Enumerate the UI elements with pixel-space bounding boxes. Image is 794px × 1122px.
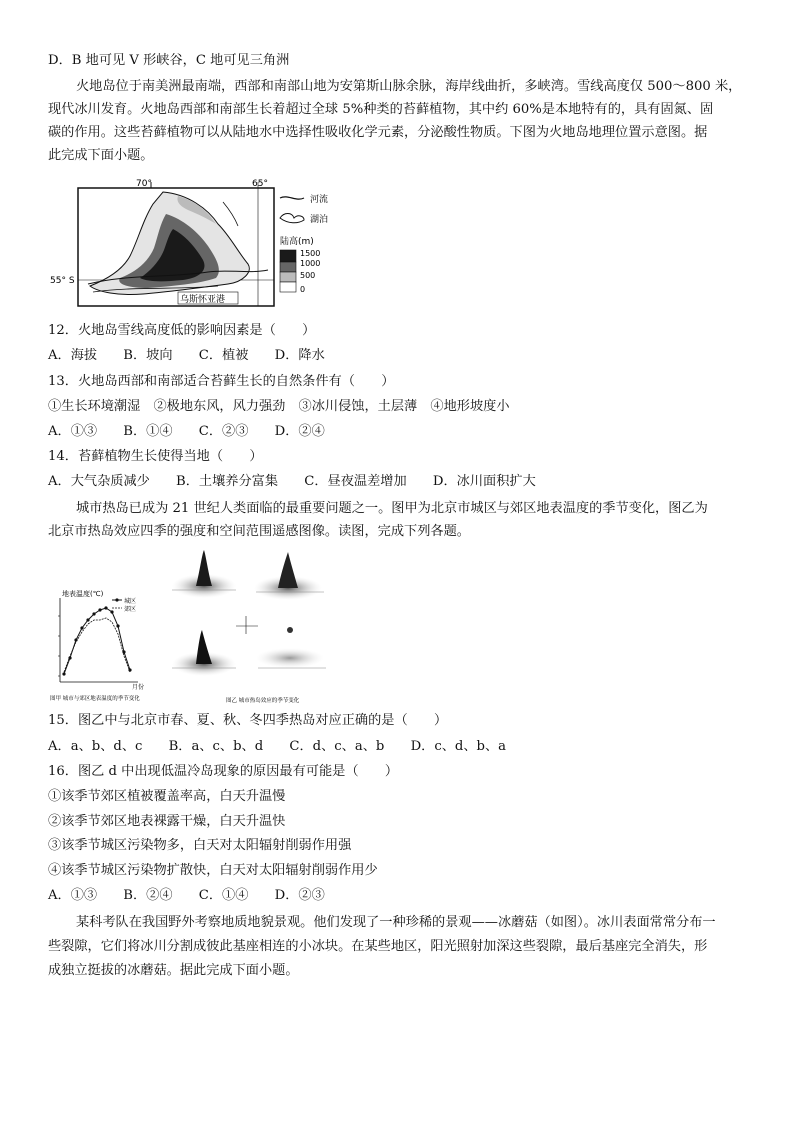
fig-jia-xlabel: 月份 [132, 684, 145, 691]
q11-option-d: D．B 地可见 V 形峡谷，C 地可见三角洲 [48, 53, 290, 68]
q16-option-b[interactable]: B．②④ [123, 888, 173, 903]
lon-label-65: 65° [252, 179, 268, 189]
q14-option-b[interactable]: B．土壤养分富集 [176, 474, 279, 489]
intro2-line-2: 北京市热岛效应四季的强度和空间范围遥感图像。读图，完成下列各题。 [48, 524, 470, 539]
q13-option-d[interactable]: D．②④ [274, 424, 325, 439]
q13-option-b[interactable]: B．①④ [123, 424, 173, 439]
q13-option-c[interactable]: C．②③ [198, 424, 249, 439]
intro1-line-4: 此完成下面小题。 [48, 148, 154, 163]
legend-elev-1500: 1500 [300, 249, 321, 258]
q13-option-a[interactable]: A．①③ [48, 424, 98, 439]
legend-elev-500: 500 [300, 271, 316, 280]
intro2-line-1: 城市热岛已成为 21 世纪人类面临的最重要问题之一。图甲为北京市城区与郊区地表温度的季节变化，图乙为 [76, 501, 708, 516]
q16-item-2: ②该季节郊区地表裸露干燥，白天升温快 [48, 814, 286, 829]
tierra-del-fuego-map [48, 174, 348, 314]
q15-options [48, 738, 528, 756]
q14-option-d[interactable]: D．冰川面积扩大 [432, 474, 536, 489]
q14-option-a[interactable]: A．大气杂质减少 [48, 474, 150, 489]
intro1-line-2: 现代冰川发育。火地岛西部和南部生长着超过全球 5%种类的苔藓植物，其中约 60%是本地特有的，具有固氮、固 [48, 102, 714, 117]
q13-stem: 13．火地岛西部和南部适合苔藓生长的自然条件有（ ） [48, 374, 395, 389]
river-legend-icon [280, 197, 304, 199]
q14-stem: 14．苔藓植物生长使得当地（ ） [48, 449, 263, 464]
q13-items: ①生长环境潮湿 ②极地东风，风力强劲 ③冰川侵蚀，土层薄 ④地形坡度小 [48, 399, 510, 414]
intro1-line-3: 碳的作用。这些苔藓植物可以从陆地水中选择性吸收化学元素，分泌酸性物质。下图为火地岛地理位置示意图。据 [48, 125, 708, 140]
q13-options [48, 423, 347, 441]
intro3-line-3: 成独立挺拔的冰蘑菇。据此完成下面小题。 [48, 963, 299, 978]
q16-option-a[interactable]: A．①③ [48, 888, 98, 903]
intro3-line-2: 些裂隙，它们将冰川分割成彼此基座相连的小冰块。在某些地区，阳光照射加深这些裂隙，最后基座完全消失，形 [48, 939, 708, 954]
legend-elev-0: 0 [300, 285, 306, 294]
fig-jia-legend-urban: 城区 [124, 598, 137, 605]
q15-option-d[interactable]: D．c、d、b、a [410, 739, 507, 754]
legend-lake: 湖泊 [310, 215, 329, 225]
lat-label: 55° S [50, 276, 75, 286]
q16-stem: 16．图乙 d 中出现低温冷岛现象的原因最有可能是（ ） [48, 764, 399, 779]
q12-option-d[interactable]: D．降水 [274, 348, 325, 363]
lake-legend-icon [280, 214, 304, 223]
q16-item-4: ④该季节城区污染物扩散快，白天对太阳辐射削弱作用少 [48, 863, 378, 878]
lon-label-70: 70° [136, 179, 152, 189]
q12-options [48, 347, 347, 365]
intro3-line-1: 某科考队在我国野外考察地质地貌景观。他们发现了一种珍稀的景观——冰蘑菇（如图）。冰川表面常常分布一 [76, 915, 716, 930]
fig-yi-caption: 图乙 城市热岛效应的季节变化 [226, 698, 300, 704]
legend-elev-1000: 1000 [300, 259, 321, 268]
q16-item-3: ③该季节城区污染物多，白天对太阳辐射削弱作用强 [48, 838, 352, 853]
q15-option-c[interactable]: C．d、c、a、b [289, 739, 385, 754]
q12-option-c[interactable]: C．植被 [198, 348, 249, 363]
q15-option-b[interactable]: B．a、c、b、d [168, 739, 264, 754]
q15-option-a[interactable]: A．a、b、d、c [48, 739, 143, 754]
q12-option-a[interactable]: A．海拔 [48, 348, 98, 363]
intro1-line-1: 火地岛位于南美洲最南端，西部和南部山地为安第斯山脉余脉，海岸线曲折，多峡湾。雪线高度仅 500～800 米， [76, 79, 742, 94]
q16-option-c[interactable]: C．①④ [198, 888, 249, 903]
q16-options [48, 887, 347, 905]
q12-option-b[interactable]: B．坡向 [123, 348, 173, 363]
q14-options [48, 473, 558, 491]
q16-item-1: ①该季节郊区植被覆盖率高，白天升温慢 [48, 789, 286, 804]
q12-stem: 12．火地岛雪线高度低的影响因素是（ ） [48, 323, 316, 338]
q16-option-d[interactable]: D．②③ [274, 888, 325, 903]
fig-jia-caption: 图甲 城市与郊区地表温度的季节变化 [50, 696, 140, 702]
figure-jia-chart [48, 586, 158, 702]
place-label: 乌斯怀亚港 [180, 295, 226, 305]
q14-option-c[interactable]: C．昼夜温差增加 [304, 474, 407, 489]
q15-stem: 15．图乙中与北京市春、夏、秋、冬四季热岛对应正确的是（ ） [48, 713, 448, 728]
legend-river: 河流 [310, 195, 329, 205]
fig-jia-legend-suburb: 郊区 [124, 606, 137, 613]
figure-yi-remote-sensing [166, 546, 346, 706]
legend-elev-title: 陆高(m) [280, 237, 314, 247]
fig-jia-ylabel: 地表温度(℃) [62, 590, 104, 598]
